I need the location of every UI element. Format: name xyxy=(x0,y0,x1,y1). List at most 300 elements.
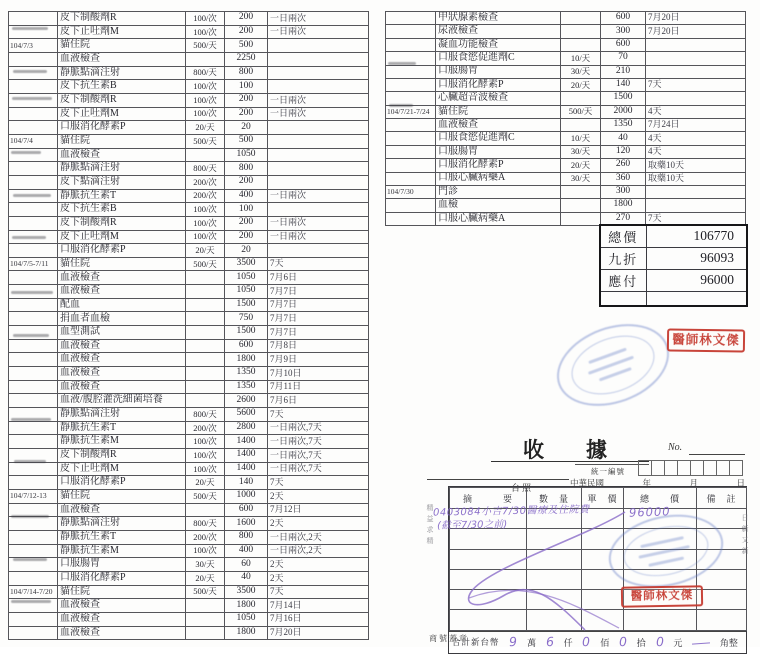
amount-cell: 1800 xyxy=(601,199,646,212)
amount-cell: 200 xyxy=(225,230,268,244)
table-row xyxy=(9,230,369,244)
date-cell xyxy=(9,380,58,394)
unit-price-cell xyxy=(186,599,225,613)
doctor-stamp: 醫師林文傑 xyxy=(667,328,745,352)
item-cell: 靜脈抗生素M xyxy=(58,544,186,558)
note-cell: 7月7日 xyxy=(268,312,369,326)
table-row xyxy=(386,119,746,132)
doctor-stamp-2: 醫師林文傑 xyxy=(621,585,703,607)
amount-cell: 1350 xyxy=(225,380,268,394)
unit-price-cell xyxy=(186,626,225,640)
table-row xyxy=(386,172,746,185)
roc-era: 中華民國 xyxy=(570,478,605,488)
totals-value: 96093 xyxy=(646,247,747,269)
unit-price-cell: 100/次 xyxy=(186,216,225,230)
item-cell: 血型測試 xyxy=(58,326,186,340)
receipt-empty-cell xyxy=(527,529,582,549)
date-cell xyxy=(9,612,58,626)
item-cell: 口服腸胃 xyxy=(58,558,186,572)
item-cell: 貓住院 xyxy=(58,257,186,271)
totals-table xyxy=(599,224,748,307)
handwritten-digit: 0 xyxy=(655,633,664,649)
table-row xyxy=(9,271,369,285)
unit-price-cell: 30/天 xyxy=(561,145,601,158)
note-cell xyxy=(268,66,369,80)
date-cell xyxy=(9,244,58,258)
handwritten-description: 0403084小吉7/30醫療及住院費 xyxy=(432,504,590,519)
amount-cell: 1000 xyxy=(225,489,268,503)
unit-price-cell: 200/次 xyxy=(186,530,225,544)
table-row xyxy=(9,585,369,599)
table-row xyxy=(9,203,369,217)
table-row xyxy=(9,148,369,162)
note-cell: 2天 xyxy=(268,517,369,531)
item-cell: 皮下點滴注射 xyxy=(58,175,186,189)
unit-price-cell xyxy=(561,119,601,132)
tax-id-box xyxy=(716,460,730,476)
scan-artifact xyxy=(11,151,41,154)
unit-price-cell xyxy=(186,52,225,66)
amount-cell: 40 xyxy=(601,132,646,145)
item-cell: 血液檢查 xyxy=(58,599,186,613)
item-cell: 口服食慾促進劑C xyxy=(436,132,561,145)
tax-id-boxes xyxy=(639,460,743,476)
item-cell: 凝血功能檢查 xyxy=(436,38,561,51)
unit-price-cell xyxy=(186,326,225,340)
item-cell: 門診 xyxy=(436,185,561,198)
scan-artifact xyxy=(12,236,46,239)
note-cell: 4天 xyxy=(646,145,746,158)
note-cell xyxy=(268,134,369,148)
date-cell xyxy=(9,107,58,121)
unit-price-cell: 100/次 xyxy=(186,80,225,94)
amount-unit-label: 拾 xyxy=(636,637,646,648)
table-row xyxy=(386,38,746,51)
date-cell xyxy=(9,530,58,544)
item-cell: 貓住院 xyxy=(58,134,186,148)
item-cell: 甲狀腺素檢查 xyxy=(436,12,561,25)
note-cell: 4天 xyxy=(646,132,746,145)
note-cell: 7天 xyxy=(268,585,369,599)
date-cell xyxy=(9,298,58,312)
totals-value xyxy=(646,291,747,306)
note-cell: 一日兩次,7天 xyxy=(268,421,369,435)
table-row xyxy=(386,92,746,105)
note-cell: 7月7日 xyxy=(268,285,369,299)
tax-id-box xyxy=(729,460,743,476)
date-cell xyxy=(386,38,436,51)
receipt-column-header: 單 價 xyxy=(582,488,624,509)
unit-price-cell xyxy=(561,199,601,212)
amount-cell: 3500 xyxy=(225,257,268,271)
receipt-right-margin-text: 日新又新 xyxy=(741,514,749,558)
receipt-empty-cell xyxy=(450,569,527,589)
amount-cell: 140 xyxy=(601,78,646,91)
amount-cell: 1500 xyxy=(601,92,646,105)
table-row xyxy=(9,216,369,230)
table-row xyxy=(9,162,369,176)
amount-cell: 200 xyxy=(225,25,268,39)
unit-price-cell xyxy=(186,612,225,626)
date-cell xyxy=(386,78,436,91)
item-cell: 血液檢查 xyxy=(58,380,186,394)
amount-cell: 1600 xyxy=(225,517,268,531)
date-cell xyxy=(386,119,436,132)
date-cell xyxy=(9,544,58,558)
table-row xyxy=(9,476,369,490)
amount-cell: 5600 xyxy=(225,408,268,422)
receipt-empty-cell xyxy=(450,529,527,549)
note-cell xyxy=(646,65,746,78)
unit-price-cell xyxy=(561,12,601,25)
table-row xyxy=(9,367,369,381)
amount-words-label: 合計新台幣 xyxy=(452,637,500,648)
unit-price-cell xyxy=(561,185,601,198)
date-cell: 104/7/5-7/11 xyxy=(9,257,58,271)
table-row xyxy=(9,134,369,148)
note-cell: 取藥10天 xyxy=(646,172,746,185)
date-cell xyxy=(9,12,58,26)
table-row xyxy=(9,626,369,640)
amount-cell: 1350 xyxy=(225,367,268,381)
receipt-empty-cell xyxy=(527,590,582,610)
receipt-column-header: 數 量 xyxy=(527,488,582,509)
amount-cell: 100 xyxy=(225,203,268,217)
table-row xyxy=(9,571,369,585)
tax-id-label: 統一編號 xyxy=(591,467,625,476)
amount-cell: 360 xyxy=(601,172,646,185)
scan-artifact xyxy=(12,97,52,100)
scan-artifact xyxy=(13,334,49,337)
amount-cell: 2800 xyxy=(225,421,268,435)
receipt-empty-cell xyxy=(450,549,527,569)
item-cell: 血液檢查 xyxy=(58,271,186,285)
table-row xyxy=(9,394,369,408)
amount-cell: 120 xyxy=(601,145,646,158)
note-cell: 取藥10天 xyxy=(646,159,746,172)
date-cell xyxy=(386,159,436,172)
right-charges-table xyxy=(385,11,746,226)
amount-cell: 800 xyxy=(225,66,268,80)
amount-cell: 100 xyxy=(225,80,268,94)
note-cell: 一日兩次,7天 xyxy=(268,462,369,476)
note-cell: 一日兩次 xyxy=(268,25,369,39)
amount-cell: 2250 xyxy=(225,52,268,66)
amount-cell: 1050 xyxy=(225,285,268,299)
item-cell: 口服腸胃 xyxy=(436,65,561,78)
item-cell: 皮下止吐劑M xyxy=(58,107,186,121)
item-cell: 貓住院 xyxy=(436,105,561,118)
amount-cell: 270 xyxy=(601,212,646,225)
attn-label: 台照 xyxy=(511,483,534,493)
date-cell: 104/7/4 xyxy=(9,134,58,148)
amount-cell: 200 xyxy=(225,175,268,189)
tax-id-box xyxy=(651,460,665,476)
date-cell xyxy=(9,52,58,66)
hospital-oval-stamp xyxy=(546,309,681,420)
amount-cell: 800 xyxy=(225,530,268,544)
item-cell: 靜脈點滴注射 xyxy=(58,517,186,531)
item-cell: 血液檢查 xyxy=(58,612,186,626)
totals-value: 96000 xyxy=(646,269,747,291)
totals-label: 總價 xyxy=(600,225,646,247)
table-row xyxy=(9,298,369,312)
item-cell: 口服消化酵素P xyxy=(436,159,561,172)
unit-price-cell: 800/天 xyxy=(186,162,225,176)
item-cell: 口服心臟病藥A xyxy=(436,212,561,225)
date-cell xyxy=(386,212,436,225)
unit-price-cell: 10/天 xyxy=(561,132,601,145)
item-cell: 靜脈抗生素M xyxy=(58,435,186,449)
amount-cell: 200 xyxy=(225,93,268,107)
note-cell: 一日兩次 xyxy=(268,230,369,244)
item-cell: 口服消化酵素P xyxy=(436,78,561,91)
unit-price-cell: 30/天 xyxy=(561,172,601,185)
note-cell xyxy=(646,52,746,65)
amount-cell: 3500 xyxy=(225,585,268,599)
unit-price-cell: 20/天 xyxy=(186,571,225,585)
note-cell: 7月20日 xyxy=(646,12,746,25)
note-cell xyxy=(646,185,746,198)
note-cell: 7月12日 xyxy=(268,503,369,517)
item-cell: 靜脈抗生素T xyxy=(58,421,186,435)
unit-price-cell: 20/天 xyxy=(186,121,225,135)
table-row xyxy=(9,408,369,422)
note-cell xyxy=(646,199,746,212)
amount-cell: 400 xyxy=(225,189,268,203)
scan-artifact xyxy=(13,70,47,73)
unit-price-cell xyxy=(186,339,225,353)
date-cell: 104/7/14-7/20 xyxy=(9,585,58,599)
handwritten-digit: 0 xyxy=(582,633,591,649)
note-cell xyxy=(646,38,746,51)
unit-price-cell: 800/天 xyxy=(186,66,225,80)
unit-price-cell xyxy=(186,380,225,394)
date-cell: 104/7/30 xyxy=(386,185,436,198)
table-row xyxy=(9,189,369,203)
totals-row xyxy=(600,291,747,306)
handwritten-dash xyxy=(692,642,710,644)
amount-cell: 1050 xyxy=(225,271,268,285)
amount-unit-label: 元 xyxy=(673,637,683,648)
table-row xyxy=(9,121,369,135)
note-cell: 7天 xyxy=(646,78,746,91)
amount-cell: 1400 xyxy=(225,435,268,449)
unit-price-cell: 200/次 xyxy=(186,421,225,435)
note-cell: 2天 xyxy=(268,558,369,572)
note-cell: 7月24日 xyxy=(646,119,746,132)
handwritten-digit: 9 xyxy=(508,633,518,649)
table-row xyxy=(386,78,746,91)
date-cell xyxy=(386,132,436,145)
tax-id-box xyxy=(690,460,704,476)
receipt-left-margin-text: 精益求精 xyxy=(426,504,434,548)
receipt-empty-cell xyxy=(450,590,527,610)
date-cell xyxy=(9,462,58,476)
totals-row xyxy=(600,225,747,247)
note-cell: 一日兩次 xyxy=(268,93,369,107)
date-cell xyxy=(9,121,58,135)
item-cell: 血液檢查 xyxy=(58,503,186,517)
table-row xyxy=(386,52,746,65)
table-row xyxy=(9,421,369,435)
item-cell: 血檢 xyxy=(436,199,561,212)
note-cell: 一日兩次,7天 xyxy=(268,449,369,463)
note-cell: 7月20日 xyxy=(646,25,746,38)
table-row xyxy=(386,199,746,212)
left-charges-table xyxy=(8,11,369,640)
unit-price-cell: 30/天 xyxy=(561,65,601,78)
date-cell xyxy=(9,353,58,367)
table-row xyxy=(9,257,369,271)
table-row xyxy=(9,66,369,80)
unit-price-cell: 20/天 xyxy=(561,78,601,91)
receipt-empty-cell xyxy=(527,569,582,589)
receipt-empty-cell xyxy=(527,610,582,630)
roc-year: 年 xyxy=(642,478,651,488)
table-row xyxy=(386,145,746,158)
amount-cell: 600 xyxy=(601,38,646,51)
note-cell: 7月8日 xyxy=(268,339,369,353)
item-cell: 口服消化酵素P xyxy=(58,121,186,135)
unit-price-cell: 100/次 xyxy=(186,462,225,476)
unit-price-cell: 20/天 xyxy=(186,244,225,258)
date-cell xyxy=(9,175,58,189)
table-row xyxy=(386,132,746,145)
scan-artifact xyxy=(11,600,51,603)
amount-cell: 750 xyxy=(225,312,268,326)
receipt-column-header: 備 註 xyxy=(697,488,747,509)
receipt-empty-cell xyxy=(697,590,747,610)
receipt-title: 收據 xyxy=(523,438,649,462)
amount-cell: 1800 xyxy=(225,626,268,640)
item-cell: 血液檢查 xyxy=(58,367,186,381)
unit-price-cell: 30/天 xyxy=(186,558,225,572)
amount-unit-label: 佰 xyxy=(600,637,610,648)
note-cell: 7月9日 xyxy=(268,353,369,367)
receipt-empty-row xyxy=(450,610,747,630)
note-cell: 7天 xyxy=(268,476,369,490)
tax-id-box xyxy=(677,460,691,476)
amount-cell: 400 xyxy=(225,544,268,558)
item-cell: 貓住院 xyxy=(58,489,186,503)
table-row xyxy=(9,353,369,367)
amount-cell: 1500 xyxy=(225,298,268,312)
receipt-empty-cell xyxy=(450,610,527,630)
item-cell: 血液檢查 xyxy=(58,52,186,66)
table-row xyxy=(386,25,746,38)
unit-price-cell: 800/天 xyxy=(186,517,225,531)
date-cell: 104/7/3 xyxy=(9,39,58,53)
note-cell: 7月7日 xyxy=(268,298,369,312)
unit-price-cell: 100/次 xyxy=(186,449,225,463)
unit-price-cell: 500/天 xyxy=(186,585,225,599)
amount-cell: 1050 xyxy=(225,612,268,626)
item-cell: 口服食慾促進劑C xyxy=(436,52,561,65)
note-cell: 7天 xyxy=(646,212,746,225)
note-cell xyxy=(268,175,369,189)
scan-artifact xyxy=(12,27,48,30)
amount-cell: 70 xyxy=(601,52,646,65)
item-cell: 靜脈點滴注射 xyxy=(58,408,186,422)
receipt-empty-cell xyxy=(527,549,582,569)
table-row xyxy=(9,449,369,463)
amount-cell: 2000 xyxy=(601,105,646,118)
table-row xyxy=(386,185,746,198)
unit-price-cell xyxy=(186,298,225,312)
unit-price-cell: 100/次 xyxy=(186,25,225,39)
date-cell xyxy=(9,271,58,285)
totals-label: 九折 xyxy=(600,247,646,269)
table-row xyxy=(9,489,369,503)
date-cell xyxy=(9,93,58,107)
date-cell xyxy=(9,626,58,640)
amount-cell: 200 xyxy=(225,107,268,121)
unit-price-cell: 100/次 xyxy=(186,93,225,107)
note-cell: 一日兩次,2天 xyxy=(268,544,369,558)
item-cell: 皮下制酸劑R xyxy=(58,93,186,107)
roc-day: 日 xyxy=(736,478,745,488)
table-row xyxy=(386,159,746,172)
note-cell: 7月10日 xyxy=(268,367,369,381)
item-cell: 尿液檢查 xyxy=(436,25,561,38)
table-row xyxy=(9,558,369,572)
table-row xyxy=(9,435,369,449)
receipt-empty-cell xyxy=(697,610,747,630)
item-cell: 口服消化酵素P xyxy=(58,244,186,258)
unit-price-cell xyxy=(186,148,225,162)
note-cell: 7天 xyxy=(268,257,369,271)
unit-price-cell: 500/天 xyxy=(186,489,225,503)
scan-artifact xyxy=(11,418,51,421)
table-row xyxy=(9,517,369,531)
amount-suffix-label: 角整 xyxy=(719,637,738,648)
date-cell xyxy=(386,199,436,212)
table-row xyxy=(9,599,369,613)
scan-artifact xyxy=(11,291,53,294)
date-cell xyxy=(9,476,58,490)
item-cell: 血液檢查 xyxy=(58,353,186,367)
item-cell: 口服腸胃 xyxy=(436,145,561,158)
amount-cell: 40 xyxy=(225,571,268,585)
date-cell xyxy=(9,66,58,80)
amount-cell: 1350 xyxy=(601,119,646,132)
amount-cell: 500 xyxy=(225,134,268,148)
amount-cell: 1050 xyxy=(225,148,268,162)
date-cell xyxy=(9,517,58,531)
receipt-no-label: No. xyxy=(668,442,683,453)
item-cell: 皮下制酸劑R xyxy=(58,449,186,463)
table-row xyxy=(9,503,369,517)
item-cell: 貓住院 xyxy=(58,585,186,599)
item-cell: 血液檢查 xyxy=(436,119,561,132)
amount-cell: 200 xyxy=(225,216,268,230)
amount-unit-label: 仟 xyxy=(563,637,573,648)
note-cell: 7月7日 xyxy=(268,326,369,340)
table-row xyxy=(386,12,746,25)
scan-artifact xyxy=(13,558,47,561)
attn-underline xyxy=(427,479,569,480)
table-row xyxy=(9,93,369,107)
amount-cell: 600 xyxy=(601,12,646,25)
note-cell: 7月6日 xyxy=(268,271,369,285)
table-row xyxy=(9,312,369,326)
note-cell: 4天 xyxy=(646,105,746,118)
totals-label xyxy=(600,291,646,306)
note-cell xyxy=(268,80,369,94)
table-row xyxy=(9,39,369,53)
item-cell: 靜脈點滴注射 xyxy=(58,162,186,176)
